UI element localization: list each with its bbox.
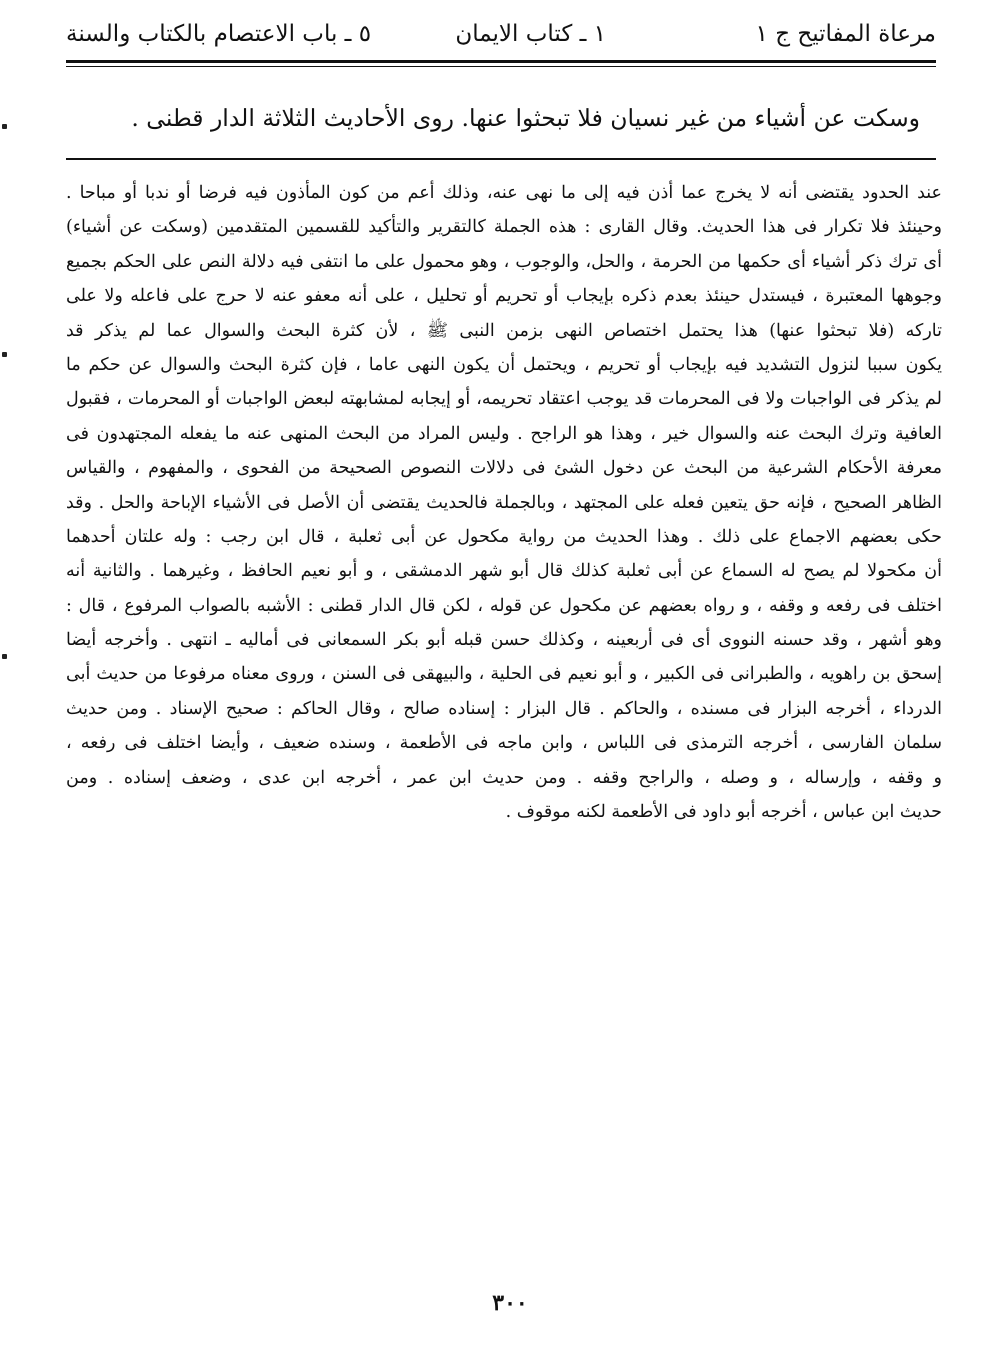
commentary-line: حديث ابن عباس ، أخرجه أبو داود فى الأطعمة لكنه موقوف . [505,802,942,823]
running-head [66,16,936,52]
commentary-line: تاركه (فلا تبحثوا عنها) هذا يحتمل اختصاص النهى بزمن النبى ﷺ ، لأن كثرة البحث والسوال عما لم يذكر قد [66,320,942,341]
hadith-matn: وسكت عن أشياء من غير نسيان فلا تبحثوا عنها. روى الأحاديث الثلاثة الدار قطنى . [131,104,920,132]
commentary-line: إسحق بن راهويه ، والطبرانى فى الكبير ، و أبو نعيم فى الحلية ، والبيهقى فى السنن ، وروى معناه مرفوعا من حديث أبى [66,664,942,685]
commentary-line: الظاهر الصحيح ، فإنه حق يتعين فعله على المجتهد ، وبالجملة فالحديث يقتضى أن الأصل فى الأشياء الإباحة والحل . وقد [66,492,942,513]
header-bab-title: ٥ ـ باب الاعتصام بالكتاب والسنة [66,21,372,47]
commentary-line: يكون سببا لنزول التشديد فيه بإيجاب أو تحريم ، ويحتمل أن يكون النهى عاما ، فإن كثرة البحث والسوال عن حكم ما [66,354,942,375]
commentary-line: معرفة الأحكام الشرعية من البحث عن دخول الشئ فى دلالات النصوص الصحيحة من الفحوى ، والمفهوم ، والقياس [66,458,942,479]
header-book-title: مرعاة المفاتيح ج ١ [755,21,936,47]
commentary-line: اختلف فى رفعه و وقفه ، و رواه بعضهم عن مكحول عن قوله ، لكن قال الدار قطنى : الأشبه بالصواب المرفوع ، قال : [66,595,942,616]
commentary-line: وجوهها المعتبرة ، فيستدل حينئذ بعدم ذكره بإيجاب أو تحريم أو تحليل ، على أنه معفو عنه لا حرج على فاعله ولا على [66,286,942,307]
header-kitab-title: ١ ـ كتاب الايمان [455,21,606,47]
commentary-line: حكى بعضهم الاجماع على ذلك . وهذا الحديث من رواية مكحول عن أبى ثعلبة ، قال ابن رجب : وله علتان أحدهما [66,526,942,547]
commentary-line: لم يذكر فى الواجبات ولا فى المحرمات قد يوجب اعتقاد تحريمه، أو إيجابه لمشابهته لبعض الواجبات أو المحرمات ، فقبول [66,389,942,410]
commentary-line: و وقفه ، وإرساله ، و وصله ، والراجح وقفه . ومن حديث ابن عمر ، أخرجه ابن عدى ، وضعف إسناده . ومن [66,767,942,788]
matn-separator-rule [66,158,936,160]
commentary-line: العافية وترك البحث عنه والسوال خير ، وهذا هو الراجح . وليس المراد من البحث المنهى عنه ما يفعله المجتهدون فى [66,423,942,444]
commentary-line: وحينئذ فلا تكرار فى هذا الحديث. وقال القارى : هذه الجملة كالتقرير والتأكيد للقسمين المتقدمين (وسكت عن أشياء) [66,217,942,238]
commentary-line: أى ترك ذكر أشياء أى حكمها من الحرمة ، والحل، والوجوب ، وهو محمول على ما انتفى فيه دلالة النص على الحكم بجميع [66,251,942,272]
commentary-line: أن مكحولا لم يصح له السماع عن أبى ثعلبة كذلك قال أبو شهر الدمشقى ، و أبو نعيم الحافظ ، وغيرهما . والثانية أنه [66,561,942,582]
commentary-line: الدرداء ، أخرجه البزار فى مسنده ، والحاكم . قال البزار : إسناده صالح ، وقال الحاكم : صحيح الإسناد . ومن حديث [66,698,942,719]
commentary-line: عند الحدود يقتضى أنه لا يخرج عما أذن فيه إلى ما نهى عنه، وذلك أعم من كون المأذون فيه فرضا أو ندبا أو مباحا . [66,183,942,203]
page-number: ٣٠٠ [492,1290,528,1316]
header-rule-thin [66,66,936,67]
margin-mark [2,124,7,129]
commentary-block [66,176,942,829]
header-rule-thick [66,60,936,63]
commentary-line: سلمان الفارسى ، أخرجه الترمذى فى اللباس ، وابن ماجه فى الأطعمة ، وسنده ضعيف ، وأيضا اختلف فى رفعه ، [66,733,942,754]
margin-mark [2,654,7,659]
commentary-line: وهو أشهر ، وقد حسنه النووى أى فى أربعينه ، وكذلك حسن قبله أبو بكر السمعانى فى أماليه ـ انتهى . وأخرجه أيضا [66,630,942,651]
margin-mark [2,352,7,357]
